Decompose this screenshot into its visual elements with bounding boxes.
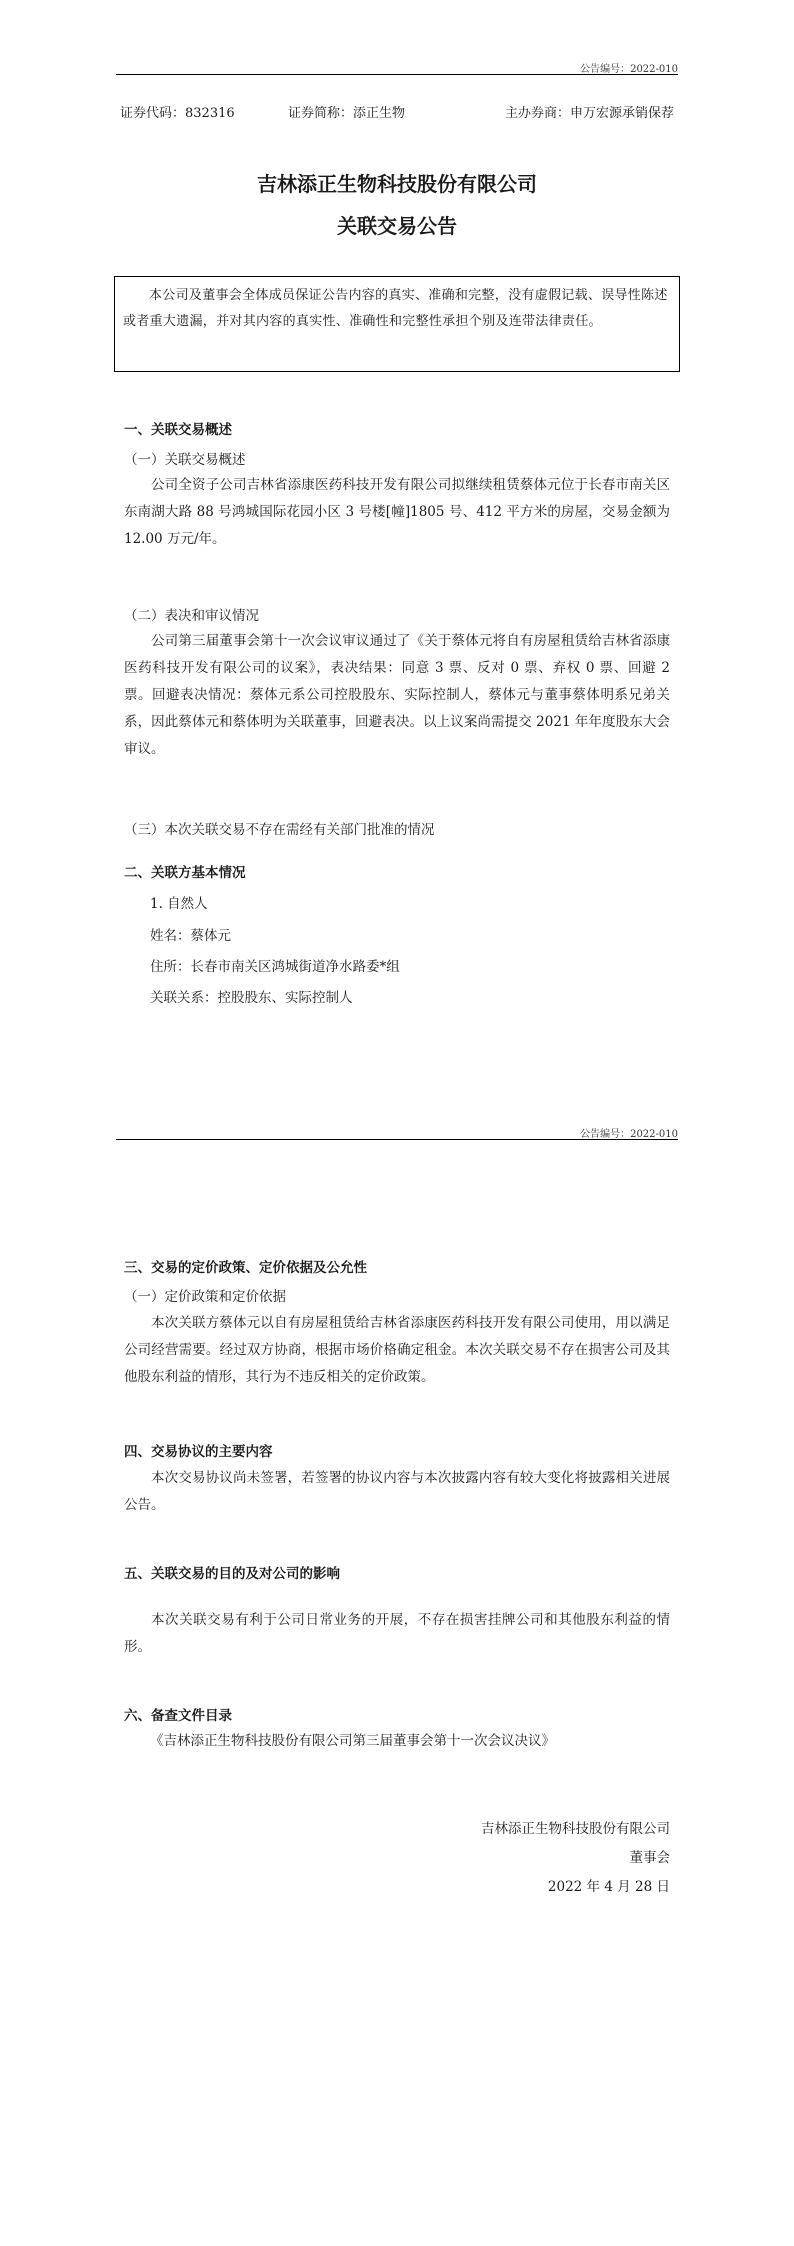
section-3-text: 本次关联方蔡体元以自有房屋租赁给吉林省添康医药科技开发有限公司使用，用以满足公司经营需要。经过双方协商，根据市场价格确定租金。本次关联交易不存在损害公司及其他股东利益的情形，其行为不违反相关的定价政策。 [124,1315,670,1385]
page-2 [0,1123,794,2246]
party-relation: 关联关系：控股股东、实际控制人 [150,990,353,1006]
signature-board: 董事会 [629,1850,670,1866]
signature-date: 2022 年 4 月 28 日 [547,1879,670,1895]
section-1-2-paragraph [124,628,670,763]
section-1-2-heading: （二）表决和审议情况 [124,608,259,624]
announcement-number: 公告编号：2022-010 [580,1129,678,1140]
section-1-1-text: 公司全资子公司吉林省添康医药科技开发有限公司拟继续租赁蔡体元位于长春市南关区东南湖大路 88 号鸿城国际花园小区 3 号楼[幢]1805 号、412 平方米的房屋，交易金额为 12.00 万元/年。 [124,477,670,547]
section-1-2-text: 公司第三届董事会第十一次会议审议通过了《关于蔡体元将自有房屋租赁给吉林省添康医药科技开发有限公司的议案》，表决结果：同意 3 票、反对 0 票、弃权 0 票、回避 2 票。回避表决情况：蔡体元系公司控股股东、实际控制人，蔡体元与董事蔡体明系兄弟关系，因此蔡体元和蔡体明为关联董事，回避表决。以上议案尚需提交 2021 年年度股东大会审议。 [124,633,670,757]
party-type: 1. 自然人 [150,896,208,912]
announcement-number: 公告编号：2022-010 [580,64,678,75]
section-4-paragraph [124,1465,670,1519]
section-4-heading: 四、交易协议的主要内容 [124,1444,273,1460]
company-title: 吉林添正生物科技股份有限公司 [257,172,537,196]
reference-document: 《吉林添正生物科技股份有限公司第三届董事会第十一次会议决议》 [150,1733,555,1749]
disclaimer-box [114,276,680,372]
section-3-1-heading: （一）定价政策和定价依据 [124,1289,286,1305]
stock-code: 证券代码：832316 [120,106,235,121]
section-3-paragraph [124,1310,670,1391]
section-6-heading: 六、备查文件目录 [124,1708,232,1724]
section-1-heading: 一、关联交易概述 [124,422,232,438]
section-1-1-heading: （一）关联交易概述 [124,452,246,468]
party-name: 姓名：蔡体元 [150,928,231,944]
signature-company: 吉林添正生物科技股份有限公司 [481,1821,670,1837]
section-1-3-heading: （三）本次关联交易不存在需经有关部门批准的情况 [124,822,435,838]
sponsor-broker: 主办券商：申万宏源承销保荐 [504,106,674,121]
stock-short-name: 证券简称：添正生物 [288,106,406,121]
disclaimer-text: 本公司及董事会全体成员保证公告内容的真实、准确和完整，没有虚假记载、误导性陈述或者重大遗漏，并对其内容的真实性、准确性和完整性承担个别及连带法律责任。 [123,288,668,329]
section-5-text: 本次关联交易有利于公司日常业务的开展，不存在损害挂牌公司和其他股东利益的情形。 [124,1612,670,1655]
document-title: 关联交易公告 [337,214,457,238]
party-address: 住所：长春市南关区鸿城街道净水路委*组 [150,959,400,975]
header-rule [116,1139,678,1140]
section-5-paragraph [124,1607,670,1661]
section-4-text: 本次交易协议尚未签署，若签署的协议内容与本次披露内容有较大变化将披露相关进展公告。 [124,1470,670,1513]
header-rule [116,74,678,75]
section-5-heading: 五、关联交易的目的及对公司的影响 [124,1566,340,1582]
section-1-1-paragraph [124,472,670,553]
section-3-heading: 三、交易的定价政策、定价依据及公允性 [124,1260,367,1276]
section-2-heading: 二、关联方基本情况 [124,865,246,881]
stock-info-row [120,102,674,122]
